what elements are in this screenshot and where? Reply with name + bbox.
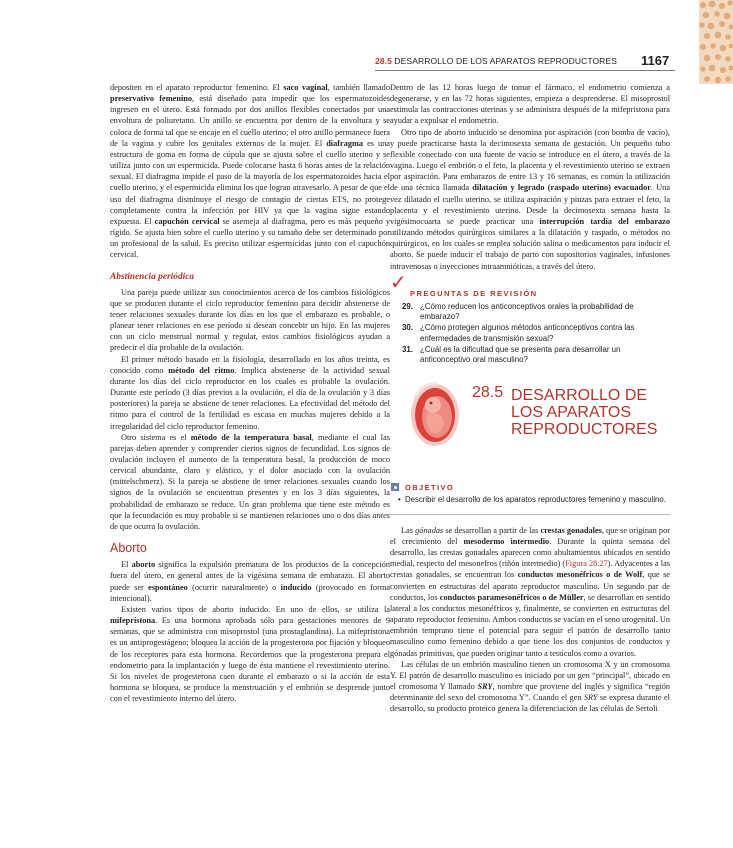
text-run: gónadas xyxy=(415,525,444,535)
text-run: significa la expulsión prematura de los productos de la concepción fuera del útero, en general antes de la vigésima semana de embarazo. El aborto puede ser xyxy=(110,560,390,592)
text-run: se asemeja al diafragma, pero es más pequeño y rígido. Se ajusta bien sobre el cuello uterino y su tamaño debe ser determinado por un profesional de la salud. Es preciso utilizar espermicidas junto con el capuchón cervical. xyxy=(110,216,390,260)
text-run: Una pareja puede utilizar sus conocimientos acerca de los cambios fisiológicos que se producen durante el ciclo reproductor femenino para decidir abstenerse de tener relaciones sexuales durante los días en los que el embarazo es probable, o planear tener relaciones en ese período si desean concebir un hijo. En las mujeres con un ciclo menstrual normal y regular, estos cambios fisiológicos ayudan a predecir el día probable de la ovulación. xyxy=(110,287,390,353)
section-title: DESARROLLO DE LOS APARATOS REPRODUCTORES xyxy=(511,387,658,439)
text-run: . Durante la quinta semana del desarrollo, las crestas gonadales aparecen como abultamientos ubicados en sentido medial, respecto del mesonefros (riñón intermedio) ( xyxy=(390,537,670,569)
text-run: mesodermo intermedio xyxy=(463,537,550,546)
question-text: ¿Cómo reducen los anticonceptivos orales la probabilidad de embarazo? xyxy=(420,301,634,321)
header-section-name: DESARROLLO DE LOS APARATOS REPRODUCTORES xyxy=(394,56,617,66)
left-column xyxy=(110,82,390,704)
question-text: ¿Cómo protegen algunos métodos anticonceptivos contra las enfermedades de transmisión sexual? xyxy=(420,323,635,343)
objective-header xyxy=(390,481,670,493)
text-run: Existen varios tipos de aborto inducido. En uno de ellos, se utiliza la xyxy=(121,604,390,614)
paragraph-gonads xyxy=(390,525,670,659)
objective-title: OBJETIVO xyxy=(405,483,455,493)
objective-text: Describir el desarrollo de los aparatos reproductores femenino y masculino. xyxy=(405,495,666,505)
text-run: Las células de un embrión masculino tienen un cromosoma X y un cromosoma Y. El patrón de desarrollo masculino es iniciado por un gen “principal”, ubicado en el cromosoma Y llamado xyxy=(390,659,670,692)
text-run: antes xyxy=(372,510,390,520)
paragraph-aspiration xyxy=(390,127,670,272)
bullet-icon: • xyxy=(398,495,401,505)
paragraph-mifepristone xyxy=(110,604,390,704)
text-run: dilatación y legrado (raspado uterino) evacuador xyxy=(472,183,651,193)
paragraph-endometrium xyxy=(390,82,670,127)
embryo-illustration xyxy=(406,377,464,449)
text-run: aborto xyxy=(131,560,156,570)
right-column xyxy=(390,82,670,715)
section-number: 28.5 xyxy=(472,384,504,402)
text-run: se desarrollan a partir de las xyxy=(443,525,541,535)
paragraph-abortion-definition xyxy=(110,559,390,604)
question-text: ¿Cuál es la dificultad que se presenta para desarrollar un anticonceptivo oral masculino? xyxy=(420,344,621,365)
review-questions-title: PREGUNTAS DE REVISIÓN xyxy=(410,288,538,298)
review-question xyxy=(390,323,670,344)
text-run: Las xyxy=(401,525,416,535)
review-question xyxy=(390,345,670,366)
text-run: de que ocurra la ovulación. xyxy=(110,521,201,531)
running-header xyxy=(0,0,733,90)
section-heading xyxy=(390,377,670,477)
text-run: Dentro de las 12 horas luego de tomar el fármaco, el endometrio comienza a degenerarse, y en las 72 horas siguientes, empieza a desprenderse. El misoprostol estimula las contracciones uterinas y se administra después de la mifepristona para ayudar a expulsar el endometrio. xyxy=(390,83,670,126)
question-number: 30. xyxy=(402,323,413,333)
text-run: , que se originan por el crecimiento del xyxy=(390,525,670,546)
text-run: depositen en el aparato reproductor femenino. El xyxy=(110,83,284,92)
text-run: conductos mesonéfricos o de Wolf xyxy=(517,570,643,580)
text-run: , mediante el cual las parejas deben aprender y comprender ciertos signos de fecundidad. Los signos de ovulación incluyen el aumento de la temperatura basal, la producción de moco cervical abundante, claro y elástico, y el dolor asociado con la ovulación (mittelschmerz). Si la pareja se abstiene de tener relaciones sexuales cuando los signos de la ovulación se encuentran presentes y en los 3 días siguientes, la probabilidad de embarazo se reduce. Un gran problema que tiene este método es que la fecundación es muy probable si se mantienen relaciones uno o dos días xyxy=(110,432,390,520)
text-run: . Implica abstenerse de la actividad sexual durante los días del ciclo reproductor en los cuales es probable la ovulación. Durante este período (3 días previos a la ovulación, el día de la ovulación y 3 días posteriores) la pareja se abstiene de tener relaciones. La efectividad del método del ritmo para el control de la fertilidad es escasa en muchas mujeres debido a la irregularidad del ciclo reproductor femenino. xyxy=(110,365,390,431)
paragraph-rhythm-method xyxy=(110,354,390,432)
text-run: , también llamado xyxy=(327,83,390,92)
text-run: Otro sistema es el xyxy=(121,432,191,442)
review-question xyxy=(390,302,670,323)
question-number: 31. xyxy=(402,344,413,354)
text-run: SRY xyxy=(583,693,598,703)
text-run: capuchón cervical xyxy=(154,216,220,226)
page-number: 1167 xyxy=(641,53,670,68)
text-run: espontáneo xyxy=(148,582,188,592)
text-run: , nombre que proviene del inglés y significa “región determinante del sexo del cromosoma Y”. Cuando el gen xyxy=(390,682,670,703)
text-run: conductos paramesonéfricos o de Müller xyxy=(439,592,584,602)
text-run: utilizando métodos quirúrgicos similares a la dilatación y raspado, o métodos no quirúrgicos, en los cuales se emplea solución salina o medicamentos para inducir el aborto. Se puede inducir el trabajo de parto con supositorios vaginales, infusiones intravenosas o inyecciones intraamnióticas, a través del útero. xyxy=(390,228,670,271)
paragraph-basal-temperature xyxy=(110,432,390,532)
text-run: crestas gonadales xyxy=(540,525,602,535)
text-run: saco vaginal xyxy=(283,83,328,92)
review-questions-header xyxy=(390,269,670,301)
text-run: método del ritmo xyxy=(168,365,235,375)
objective-item xyxy=(390,495,670,505)
text-run: El xyxy=(121,560,132,570)
question-number: 29. xyxy=(402,301,413,311)
heading-abortion: Aborto xyxy=(110,541,147,556)
text-run: SRY xyxy=(477,682,493,692)
text-run: se expresa durante el desarrollo, su producto proteico genera la diferenciación de las células de Sertoli xyxy=(390,693,670,714)
objective-divider xyxy=(390,514,670,515)
text-run: , está diseñado para impedir que los espermatozoides ingresen en el útero. Está formado por dos anillos flexibles conectados por una envoltura de poliuretano. Un anillo se encuentra por dentro de la envoltura y se coloca de forma tal que se encaje en el cuello uterino; el otro anillo permanece fuera de la vagina y cubre los genitales externos de la mujer. El xyxy=(110,94,390,148)
header-section-title xyxy=(375,56,617,66)
checkmark-icon: ✓ xyxy=(390,269,407,294)
paragraph-periodic-abstinence xyxy=(110,287,390,354)
objective-box xyxy=(390,481,670,514)
paragraph-barrier-methods xyxy=(110,82,390,261)
text-run: mifepristona xyxy=(110,616,156,626)
header-section-number: 28.5 xyxy=(375,56,392,66)
text-run: interrupción tardía del embarazo xyxy=(539,216,670,226)
text-run: (ocurrir naturalmente) o xyxy=(187,582,281,592)
review-question-list xyxy=(390,302,670,366)
text-run: ). Adyacentes a las crestas gonadales, se encuentran los xyxy=(390,559,671,580)
text-run: Otro tipo de aborto inducido se denomina por aspiración (con bomba de vacío), y puede practicarse hasta la decimosexta semana de gestación. Un pequeño tubo flexible conectado con una fuente de vacío se introduce en el útero, a través de la vagina. Luego el embrión o el feto, la placenta y el revestimiento uterino se extraen por aspiración. Para embarazos de entre 13 y 16 semanas, es común la utilización de una técnica llamada xyxy=(390,127,670,193)
text-run[interactable]: Figura 28.27 xyxy=(565,559,608,569)
text-run: . Es una hormona aprobada sólo para gestaciones menores de 9 semanas, que se administra con misoprostol (una prostaglandina). La mifepristona es un antiprogestágeno; bloquea la acción de la progesterona por fijación y bloqueo de los receptores para esta hormona. Recordemos que la progesterona prepara el endometrio para la implantación y luego de ésta mantiene el revestimiento uterino. Si los niveles de progesterona caen durante el embarazo o si la acción de esta hormona se bloquea, se produce la menstruación y el embrión se desprende junto con el revestimiento interno del útero. xyxy=(110,616,390,704)
text-run: preservativo femenino xyxy=(110,94,193,104)
text-run: diafragma xyxy=(326,138,364,148)
text-run: inducido xyxy=(280,582,312,592)
target-icon xyxy=(391,483,399,491)
text-run: método de la temperatura basal xyxy=(190,432,312,442)
text-run: , que se convierten en estructuras del aparato reproductor masculino. Un segundo par de conductos, los xyxy=(390,570,670,602)
review-questions-box xyxy=(390,269,670,366)
text-run: es una estructura de goma en forma de cúpula que se ajusta sobre el cuello uterino y se utiliza junto con un espermicida. Puede colocarse hasta 6 horas antes de la relación sexual. El diafragma impide el paso de la mayoría de los espermatozoides hacia el cuello uterino, y el espermicida elimina los que logran atravesarlo. A pesar de que el uso del diafragma disminuye el riesgo de contagio de ciertas ETS, no protege completamente contra la infección por HIV ya que la vagina sigue estando expuesta. El xyxy=(110,138,390,226)
text-run: . Una vez dilatado el cuello uterino, se utiliza aspiración y pinzas para extraer el feto, la placenta y el revestimiento uterino. Desde la decimosexta semana hasta la vigésimocuarta se puede practicar una xyxy=(390,183,671,226)
paragraph-sry-gene xyxy=(390,659,670,715)
text-run: , se desarrollan en sentido lateral a los conductos mesonéfricos y, finalmente, se convierten en estructuras del aparato reproductor femenino. Ambos conductos se vacían en el seno urogenital. Un embrión temprano tiene el potencial para seguir el patrón de desarrollo tanto masculino como femenino debido a que tiene los dos conjuntos de conductos y gónadas primitivas, que pueden originar tanto a testículos como a ovarios. xyxy=(390,592,670,658)
text-run: El primer método basado en la fisiología, desarrollado en los años treinta, es conocido como xyxy=(110,354,390,375)
text-run: (provocado en forma intencional). xyxy=(110,582,390,603)
header-rule xyxy=(375,70,675,71)
corner-texture-graphic xyxy=(699,0,733,84)
subheading-periodic-abstinence: Abstinencia periódica xyxy=(110,271,195,282)
